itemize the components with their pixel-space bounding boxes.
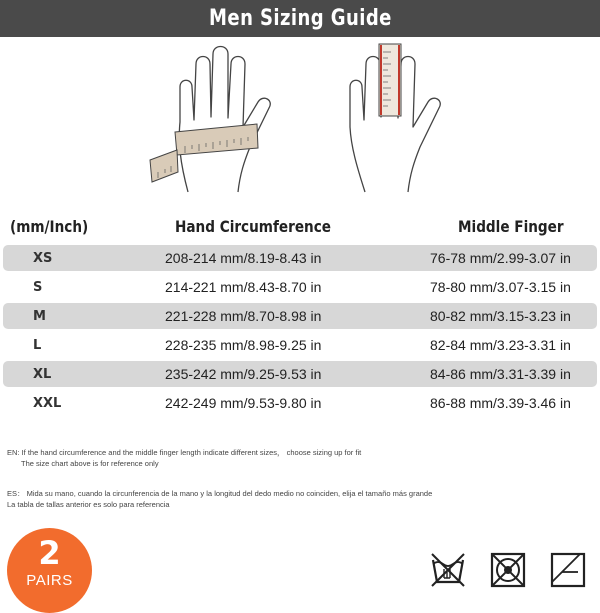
size-label: L bbox=[33, 337, 42, 353]
hand-circumference-header: Hand Circumference bbox=[175, 217, 332, 236]
do-not-tumble-dry-icon bbox=[490, 552, 526, 588]
badge-label: PAIRS bbox=[26, 572, 73, 589]
hand-value: 242-249 mm/9.53-9.80 in bbox=[165, 395, 322, 411]
title-bar bbox=[0, 0, 600, 37]
size-label: M bbox=[33, 308, 46, 324]
hand-value: 221-228 mm/8.70-8.98 in bbox=[165, 308, 322, 324]
finger-value: 76-78 mm/2.99-3.07 in bbox=[430, 250, 571, 266]
size-label: XS bbox=[33, 250, 53, 266]
page-title: Men Sizing Guide bbox=[208, 6, 392, 31]
english-note bbox=[7, 447, 361, 469]
finger-value: 80-82 mm/3.15-3.23 in bbox=[430, 308, 571, 324]
finger-value: 86-88 mm/3.39-3.46 in bbox=[430, 395, 571, 411]
size-label: XXL bbox=[33, 395, 62, 411]
unit-header: (mm/Inch) bbox=[10, 217, 89, 236]
pairs-badge bbox=[7, 528, 92, 598]
table-row bbox=[3, 303, 597, 329]
english-note-line-1: EN: If the hand circumference and the middle finger length indicate different sizes， choose sizing up for fit bbox=[7, 448, 362, 457]
finger-value: 78-80 mm/3.07-3.15 in bbox=[430, 279, 571, 295]
size-label: XL bbox=[33, 366, 52, 382]
badge-number: 2 bbox=[38, 534, 61, 572]
middle-finger-illustration bbox=[325, 42, 465, 202]
table-row bbox=[3, 332, 597, 358]
spanish-note-line-1: ES： Mida su mano, cuando la circunferencia de la mano y la longitud del dedo medio no coinciden, elija el tamaño más grande bbox=[7, 489, 433, 498]
hand-value: 214-221 mm/8.43-8.70 in bbox=[165, 279, 322, 295]
spanish-note bbox=[7, 488, 432, 510]
hand-value: 235-242 mm/9.25-9.53 in bbox=[165, 366, 322, 382]
finger-value: 84-86 mm/3.31-3.39 in bbox=[430, 366, 571, 382]
middle-finger-header: Middle Finger bbox=[458, 217, 564, 236]
size-label: S bbox=[33, 279, 43, 295]
table-row bbox=[3, 274, 597, 300]
hand-circumference-illustration bbox=[140, 42, 300, 202]
hand-value: 208-214 mm/8.19-8.43 in bbox=[165, 250, 322, 266]
table-row bbox=[3, 245, 597, 271]
english-note-line-2: The size chart above is for reference only bbox=[21, 459, 159, 468]
finger-value: 82-84 mm/3.23-3.31 in bbox=[430, 337, 571, 353]
do-not-wash-icon bbox=[430, 552, 466, 588]
table-row bbox=[3, 361, 597, 387]
table-row bbox=[3, 390, 597, 416]
spanish-note-line-2: La tabla de tallas anterior es solo para referencia bbox=[7, 500, 170, 509]
do-not-iron-icon bbox=[550, 552, 586, 588]
hand-value: 228-235 mm/8.98-9.25 in bbox=[165, 337, 322, 353]
